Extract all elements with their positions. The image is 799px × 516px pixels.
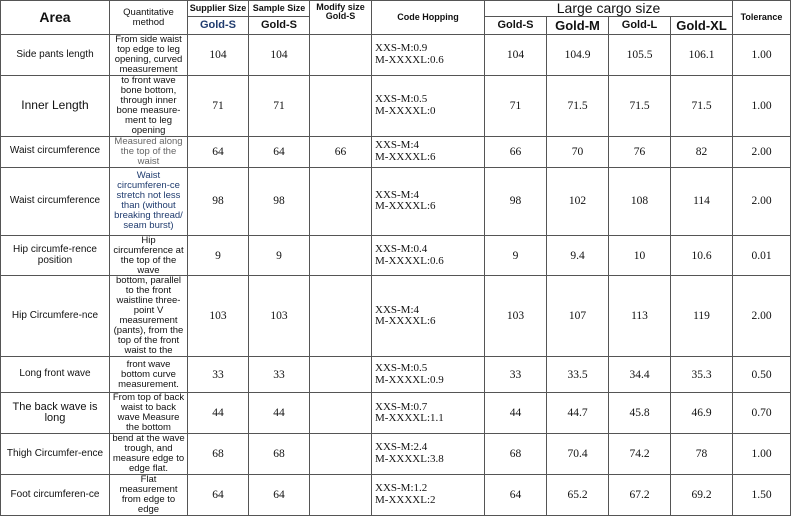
sample-cell: 33 bbox=[249, 357, 310, 393]
sample-cell: 68 bbox=[249, 434, 310, 475]
method-cell: bottom, parallel to the front waistline three-point V measurement (pants), from the top of the front waist to the bbox=[110, 276, 188, 357]
supplier-cell: 104 bbox=[188, 35, 249, 76]
supplier-cell: 68 bbox=[188, 434, 249, 475]
size-l-cell: 34.4 bbox=[609, 357, 671, 393]
table-row bbox=[1, 75, 791, 136]
table-row bbox=[1, 357, 791, 393]
supplier-cell: 44 bbox=[188, 393, 249, 434]
size-m-cell: 107 bbox=[547, 276, 609, 357]
tolerance-cell: 0.01 bbox=[733, 235, 791, 276]
header-supplier-gold-s: Gold-S bbox=[188, 17, 249, 35]
size-l-cell: 71.5 bbox=[609, 75, 671, 136]
size-xl-cell: 10.6 bbox=[671, 235, 733, 276]
size-xl-cell: 46.9 bbox=[671, 393, 733, 434]
size-s-cell: 71 bbox=[485, 75, 547, 136]
size-l-cell: 45.8 bbox=[609, 393, 671, 434]
header-size-m: Gold-M bbox=[547, 17, 609, 35]
size-s-cell: 64 bbox=[485, 474, 547, 515]
supplier-cell: 64 bbox=[188, 136, 249, 167]
size-m-cell: 44.7 bbox=[547, 393, 609, 434]
tolerance-cell: 1.00 bbox=[733, 35, 791, 76]
header-large-cargo-size: Large cargo size bbox=[485, 1, 733, 17]
tolerance-cell: 2.00 bbox=[733, 136, 791, 167]
area-cell: The back wave is long bbox=[1, 393, 110, 434]
supplier-cell: 98 bbox=[188, 167, 249, 235]
code-hopping-cell bbox=[372, 136, 485, 167]
code-hopping-cell bbox=[372, 35, 485, 76]
tolerance-cell: 1.00 bbox=[733, 75, 791, 136]
tolerance-cell: 1.50 bbox=[733, 474, 791, 515]
size-xl-cell: 114 bbox=[671, 167, 733, 235]
header-sample-size: Sample Size bbox=[249, 1, 310, 17]
supplier-cell: 9 bbox=[188, 235, 249, 276]
hop-line-1: XXS-M:0.5 bbox=[375, 93, 428, 106]
hop-line-2: M-XXXXL:2 bbox=[375, 493, 436, 506]
area-cell: Foot circumferen-ce bbox=[1, 474, 110, 515]
modify-cell bbox=[310, 357, 372, 393]
modify-cell bbox=[310, 167, 372, 235]
code-hopping-cell bbox=[372, 167, 485, 235]
modify-cell bbox=[310, 235, 372, 276]
hop-line-1: XXS-M:1.2 bbox=[375, 482, 428, 495]
method-cell: Hip circumference at the top of the wave bbox=[110, 235, 188, 276]
code-hopping-cell bbox=[372, 434, 485, 475]
header-modify-size: Modify size Gold-S bbox=[310, 1, 372, 35]
size-xl-cell: 71.5 bbox=[671, 75, 733, 136]
size-xl-cell: 119 bbox=[671, 276, 733, 357]
table-row bbox=[1, 136, 791, 167]
tolerance-cell: 1.00 bbox=[733, 434, 791, 475]
area-cell: Waist circumference bbox=[1, 167, 110, 235]
header-area: Area bbox=[1, 1, 110, 35]
modify-cell bbox=[310, 434, 372, 475]
area-cell: Waist circumference bbox=[1, 136, 110, 167]
sample-cell: 98 bbox=[249, 167, 310, 235]
hop-line-2: M-XXXXL:1.1 bbox=[375, 412, 444, 425]
size-l-cell: 74.2 bbox=[609, 434, 671, 475]
modify-cell bbox=[310, 474, 372, 515]
tolerance-cell: 0.50 bbox=[733, 357, 791, 393]
code-hopping-cell bbox=[372, 75, 485, 136]
table-row bbox=[1, 167, 791, 235]
modify-cell bbox=[310, 75, 372, 136]
size-s-cell: 44 bbox=[485, 393, 547, 434]
header-sample-gold-s: Gold-S bbox=[249, 17, 310, 35]
size-m-cell: 65.2 bbox=[547, 474, 609, 515]
header-supplier-size: Supplier Size bbox=[188, 1, 249, 17]
hop-line-2: M-XXXXL:0.9 bbox=[375, 373, 444, 386]
size-s-cell: 9 bbox=[485, 235, 547, 276]
modify-cell bbox=[310, 35, 372, 76]
supplier-cell: 64 bbox=[188, 474, 249, 515]
hop-line-1: XXS-M:2.4 bbox=[375, 441, 428, 454]
supplier-cell: 103 bbox=[188, 276, 249, 357]
header-size-l: Gold-L bbox=[609, 17, 671, 35]
header-size-xl: Gold-XL bbox=[671, 17, 733, 35]
modify-cell bbox=[310, 276, 372, 357]
size-xl-cell: 78 bbox=[671, 434, 733, 475]
size-xl-cell: 35.3 bbox=[671, 357, 733, 393]
hop-line-1: XXS-M:0.5 bbox=[375, 362, 428, 375]
size-m-cell: 9.4 bbox=[547, 235, 609, 276]
area-cell: Hip Circumfere-nce bbox=[1, 276, 110, 357]
table-row bbox=[1, 434, 791, 475]
size-xl-cell: 69.2 bbox=[671, 474, 733, 515]
hop-line-2: M-XXXXL:3.8 bbox=[375, 453, 444, 466]
hop-line-1: XXS-M:4 bbox=[375, 139, 420, 152]
method-cell: Waist circumferen-ce stretch not less than (without breaking thread/ seam burst) bbox=[110, 167, 188, 235]
supplier-cell: 71 bbox=[188, 75, 249, 136]
table-row bbox=[1, 35, 791, 76]
hop-line-1: XXS-M:0.7 bbox=[375, 400, 428, 413]
hop-line-1: XXS-M:4 bbox=[375, 188, 420, 201]
method-cell: to front wave bone bottom, through inner bone measure-ment to leg opening bbox=[110, 75, 188, 136]
size-xl-cell: 106.1 bbox=[671, 35, 733, 76]
size-m-cell: 33.5 bbox=[547, 357, 609, 393]
supplier-cell: 33 bbox=[188, 357, 249, 393]
size-m-cell: 102 bbox=[547, 167, 609, 235]
method-cell: bend at the wave trough, and measure edge to edge flat. bbox=[110, 434, 188, 475]
size-m-cell: 104.9 bbox=[547, 35, 609, 76]
hop-line-1: XXS-M:0.4 bbox=[375, 242, 428, 255]
method-cell: Measured along the top of the waist bbox=[110, 136, 188, 167]
code-hopping-cell bbox=[372, 235, 485, 276]
hop-line-1: XXS-M:4 bbox=[375, 303, 420, 316]
table-row bbox=[1, 474, 791, 515]
modify-cell bbox=[310, 393, 372, 434]
sample-cell: 104 bbox=[249, 35, 310, 76]
header-code-hopping: Code Hopping bbox=[372, 1, 485, 35]
size-xl-cell: 82 bbox=[671, 136, 733, 167]
size-l-cell: 113 bbox=[609, 276, 671, 357]
area-cell: Inner Length bbox=[1, 75, 110, 136]
sample-cell: 64 bbox=[249, 136, 310, 167]
tolerance-cell: 2.00 bbox=[733, 276, 791, 357]
header-method: Quantitative method bbox=[110, 1, 188, 35]
table-row bbox=[1, 276, 791, 357]
hop-line-2: M-XXXXL:0.6 bbox=[375, 53, 444, 66]
size-s-cell: 104 bbox=[485, 35, 547, 76]
table-row bbox=[1, 393, 791, 434]
method-cell: front wave bottom curve measurement. bbox=[110, 357, 188, 393]
size-m-cell: 71.5 bbox=[547, 75, 609, 136]
code-hopping-cell bbox=[372, 276, 485, 357]
method-cell: Flat measurement from edge to edge bbox=[110, 474, 188, 515]
hop-line-1: XXS-M:0.9 bbox=[375, 42, 428, 55]
tolerance-cell: 0.70 bbox=[733, 393, 791, 434]
size-s-cell: 68 bbox=[485, 434, 547, 475]
method-cell: From top of back waist to back wave Measure the bottom bbox=[110, 393, 188, 434]
size-l-cell: 108 bbox=[609, 167, 671, 235]
size-m-cell: 70.4 bbox=[547, 434, 609, 475]
size-l-cell: 67.2 bbox=[609, 474, 671, 515]
sample-cell: 9 bbox=[249, 235, 310, 276]
hop-line-2: M-XXXXL:0.6 bbox=[375, 254, 444, 267]
sample-cell: 71 bbox=[249, 75, 310, 136]
size-s-cell: 98 bbox=[485, 167, 547, 235]
code-hopping-cell bbox=[372, 474, 485, 515]
area-cell: Side pants length bbox=[1, 35, 110, 76]
code-hopping-cell bbox=[372, 357, 485, 393]
tolerance-cell: 2.00 bbox=[733, 167, 791, 235]
area-cell: Thigh Circumfer-ence bbox=[1, 434, 110, 475]
area-cell: Hip circumfe-rence position bbox=[1, 235, 110, 276]
modify-cell: 66 bbox=[310, 136, 372, 167]
sample-cell: 103 bbox=[249, 276, 310, 357]
size-s-cell: 33 bbox=[485, 357, 547, 393]
hop-line-2: M-XXXXL:6 bbox=[375, 315, 436, 328]
hop-line-2: M-XXXXL:0 bbox=[375, 104, 436, 117]
area-cell: Long front wave bbox=[1, 357, 110, 393]
header-tolerance: Tolerance bbox=[733, 1, 791, 35]
size-l-cell: 76 bbox=[609, 136, 671, 167]
size-m-cell: 70 bbox=[547, 136, 609, 167]
size-s-cell: 103 bbox=[485, 276, 547, 357]
hop-line-2: M-XXXXL:6 bbox=[375, 150, 436, 163]
hop-line-2: M-XXXXL:6 bbox=[375, 200, 436, 213]
code-hopping-cell bbox=[372, 393, 485, 434]
size-l-cell: 105.5 bbox=[609, 35, 671, 76]
sample-cell: 44 bbox=[249, 393, 310, 434]
table-row bbox=[1, 235, 791, 276]
sample-cell: 64 bbox=[249, 474, 310, 515]
size-l-cell: 10 bbox=[609, 235, 671, 276]
size-s-cell: 66 bbox=[485, 136, 547, 167]
method-cell: From side waist top edge to leg opening, curved measurement bbox=[110, 35, 188, 76]
header-size-s: Gold-S bbox=[485, 17, 547, 35]
